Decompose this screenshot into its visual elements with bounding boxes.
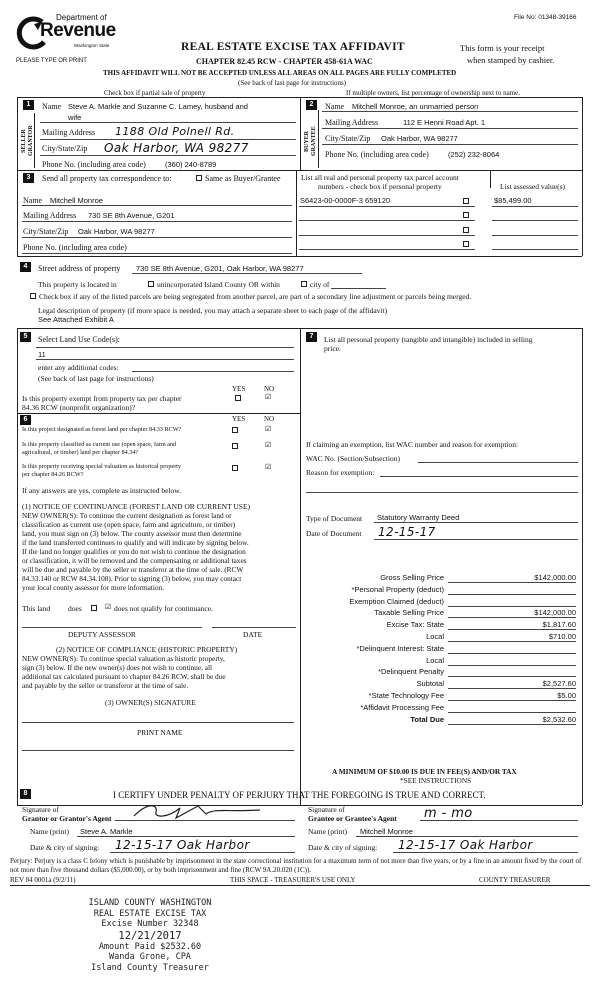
does-not-label: does not qualify for continuance.	[114, 604, 213, 613]
owner-signature-label: (3) OWNER(S) SIGNATURE	[105, 698, 196, 707]
tax-row	[300, 596, 582, 608]
section-2-number: 2	[306, 100, 317, 110]
tax-row-value[interactable]: $710.00	[448, 632, 576, 642]
located-in-label-2: unincorporated Island County OR within	[157, 280, 280, 289]
treasurer-stamp	[70, 898, 230, 973]
grantee-date-value[interactable]: 12-15-17 Oak Harbor	[398, 838, 533, 852]
grantor-sig-label-1: Signature of	[22, 805, 59, 814]
notice-1-line: your local county assessor for more information.	[22, 583, 165, 592]
tax-calculation-table	[300, 572, 582, 726]
tax-row-label: Local	[426, 655, 444, 665]
dept-line1: Department of	[56, 13, 107, 22]
tax-row	[300, 584, 582, 596]
grantee-print-value[interactable]: Mitchell Monroe	[360, 827, 413, 836]
dept-line3: Washington State	[74, 43, 110, 48]
seller-mailing-label: Mailing Address	[42, 128, 96, 137]
stamp-line-1: ISLAND COUNTY WASHINGTON	[88, 898, 212, 908]
personal-property-label-2: price.	[324, 344, 341, 353]
buyer-name-label: Name	[325, 102, 345, 111]
same-as-buyer-label: Same as Buyer/Grantee	[205, 174, 281, 183]
section-4-number: 4	[20, 262, 31, 272]
section-1-number: 1	[23, 100, 34, 110]
buyer-city-label: City/State/Zip	[325, 134, 371, 143]
tax-row-label: *State Technology Fee	[368, 691, 444, 700]
notice-2-body	[22, 654, 298, 690]
tax-row-value[interactable]	[448, 597, 576, 607]
tax-row	[300, 666, 582, 678]
seller-mailing-value[interactable]: 1188 Old Polnell Rd.	[115, 125, 235, 138]
corr-city-value[interactable]: Oak Harbor, WA 98277	[78, 227, 155, 236]
notice-2-title: (2) NOTICE OF COMPLIANCE (HISTORIC PROPERTY)	[56, 645, 238, 654]
tax-row	[300, 607, 582, 619]
tax-row-value[interactable]: $142,000.00	[448, 608, 576, 618]
assessed-value[interactable]: $85,499.00	[494, 196, 532, 205]
section-8-number: 8	[20, 789, 31, 799]
parcel-header-1: List all real and personal property tax parcel account	[301, 173, 459, 182]
perjury-notice: Perjury: Perjury is a class C felony which is punishable by imprisonment in the state correctional institution for a maximum term of not more than five years, or by a fine in an amount fixed by the court of not more than five thousand dollars ($5,000.00), or by both imprisonment and fine (RCW 9A.20.020 (1C)).	[10, 857, 582, 874]
grantor-print-label: Name (print)	[30, 827, 69, 836]
tax-row	[300, 655, 582, 667]
tax-row-value[interactable]: $142,000.00	[448, 573, 576, 583]
exemption-reason-label: Reason for exemption:	[306, 468, 375, 477]
stamp-line-3: Excise Number 32348	[101, 919, 199, 929]
tax-row-value[interactable]: $5.00	[448, 691, 576, 701]
seller-name-label: Name	[42, 102, 62, 111]
parcel-number-value[interactable]: S6423-00-0000F-3 659120	[300, 196, 391, 205]
tax-row-label: *Personal Property (deduct)	[351, 584, 444, 594]
stamp-line-2: REAL ESTATE EXCISE TAX	[93, 908, 207, 919]
deputy-date-label: DATE	[243, 630, 263, 639]
land-use-see-back: (See back of last page for instructions)	[38, 374, 154, 383]
corr-name-value[interactable]: Mitchell Monroe	[50, 196, 103, 205]
grantee-signature[interactable]: m - mo	[424, 806, 473, 821]
tax-row-value[interactable]	[448, 667, 576, 677]
historical-question-2: per chapter 84.26 RCW?	[22, 471, 84, 478]
corr-name-label: Name	[23, 196, 43, 205]
print-name-label: PRINT NAME	[137, 728, 183, 737]
form-subtitle: CHAPTER 82.45 RCW - CHAPTER 458-61A WAC	[196, 57, 373, 66]
section-7-number: 7	[306, 332, 317, 342]
parcel-checkbox-1[interactable]	[463, 198, 469, 204]
corr-phone-label: Phone No. (including area code)	[23, 243, 127, 252]
notice-1-line: If the land no longer qualifies or you do not wish to continue the designation	[22, 547, 246, 556]
grantee-print-label: Name (print)	[308, 827, 347, 836]
tax-row-value[interactable]	[448, 656, 576, 666]
forest-land-question: Is this project designated as forest land per chapter 84.33 RCW?	[22, 426, 182, 433]
form-title: REAL ESTATE EXCISE TAX AFFIDAVIT	[181, 41, 405, 53]
grantee-sig-label-2: Grantee or Grantee's Agent	[308, 814, 397, 823]
tax-row-label: Gross Selling Price	[380, 573, 444, 582]
tax-row-value[interactable]: $1,817.60	[448, 620, 576, 630]
seller-city-value[interactable]: Oak Harbor, WA 98277	[104, 141, 249, 155]
street-address-value[interactable]: 730 SE 8th Avenue, G201, Oak Harbor, WA 98277	[136, 264, 304, 273]
parcel-header-2: numbers - check box if personal property	[318, 182, 442, 191]
warning-banner: THIS AFFIDAVIT WILL NOT BE ACCEPTED UNLESS ALL AREAS ON ALL PAGES ARE FULLY COMPLETED	[103, 69, 457, 77]
no-header-2: NO	[264, 415, 275, 423]
section-3-number: 3	[23, 173, 34, 183]
department-of-revenue-logo	[16, 12, 126, 54]
buyer-name-value[interactable]: Mitchell Monroe, an unmarried person	[352, 102, 479, 111]
tax-row-label: *Affidavit Processing Fee	[360, 702, 444, 712]
tax-row	[300, 702, 582, 714]
tax-row-value[interactable]	[448, 585, 576, 595]
buyer-phone-label: Phone No. (including area code)	[325, 150, 429, 159]
section-5-number: 5	[20, 332, 31, 342]
city-of-label: city of	[310, 280, 330, 289]
county-treasurer-label: COUNTY TREASURER	[479, 876, 551, 884]
exempt-question-2: 84.36 RCW (nonprofit organization)?	[22, 403, 136, 412]
tax-row-value[interactable]	[448, 703, 576, 713]
wac-number-label: WAC No. (Section/Subsection)	[306, 454, 400, 463]
grantee-date-label: Date & city of signing:	[308, 843, 378, 852]
tax-row-label: Total Due	[410, 714, 444, 724]
notice-1-line: will be due and payable by the seller or transferor at the time of sale. (RCW	[22, 565, 244, 574]
dept-line2: Revenue	[40, 20, 116, 41]
tax-row-value[interactable]: $2,527.60	[448, 679, 576, 689]
document-date-value[interactable]: 12-15-17	[378, 525, 436, 539]
file-number: File No: 01348-39166	[514, 14, 577, 21]
partial-sale-label: Check box if partial sale of property	[104, 89, 206, 97]
grantor-sig-label-2: Grantor or Grantor's Agent	[22, 814, 112, 823]
land-use-value[interactable]: 11	[38, 350, 46, 359]
tax-row-label: *Delinquent Interest: State	[356, 643, 444, 653]
forest-no-checkbox[interactable]: ☑	[265, 425, 272, 433]
document-type-value[interactable]: Statutory Warranty Deed	[377, 513, 460, 522]
stamp-line-7: Island County Treasurer	[91, 962, 209, 973]
please-type-label: PLEASE TYPE OR PRINT	[16, 58, 87, 64]
grantor-date-value[interactable]: 12-15-17 Oak Harbor	[115, 838, 250, 852]
multiple-owners-label: If multiple owners, list percentage of ownership next to name.	[346, 89, 520, 97]
segregated-checkbox[interactable]	[30, 293, 36, 299]
exempt-yes-checkbox[interactable]	[235, 395, 241, 401]
notice-1-line: NEW OWNER(S): To continue the current designation as forest land or	[22, 511, 232, 520]
corr-mailing-value[interactable]: 730 SE 8th Avenue, G201	[88, 211, 175, 220]
tax-row-label: *Delinquent Penalty	[378, 667, 444, 677]
buyer-mailing-value[interactable]: 112 E Henni Road Apt. 1	[403, 118, 486, 127]
parcel-checkbox-4[interactable]	[463, 241, 469, 247]
seller-phone-value[interactable]: (360) 240-8789	[165, 160, 217, 169]
notice-2-line: and payable by the seller or transferor at the time of sale.	[22, 681, 189, 690]
send-correspondence-label: Send all property tax correspondence to:	[42, 174, 172, 183]
treasurer-use-label: THIS SPACE - TREASURER'S USE ONLY	[230, 876, 356, 884]
corr-mailing-label: Mailing Address	[23, 211, 77, 220]
seller-name-value-2[interactable]: wife	[68, 113, 82, 122]
same-as-buyer-checkbox[interactable]	[196, 175, 202, 181]
current-use-yes-checkbox[interactable]	[232, 443, 238, 449]
exemption-claim-label: If claiming an exemption, list WAC number and reason for exemption:	[306, 440, 519, 449]
tax-row	[300, 631, 582, 643]
buyer-phone-value[interactable]: (252) 232-8064	[448, 150, 500, 159]
tax-row-label: Subtotal	[416, 679, 444, 689]
tax-row-label: Exemption Claimed (deduct)	[349, 596, 444, 606]
parcel-checkbox-2[interactable]	[463, 212, 469, 218]
notice-1-line: or classification, it will be removed and the compensating or additional taxes	[22, 556, 247, 565]
notice-1-body	[22, 511, 298, 592]
seller-city-label: City/State/Zip	[42, 144, 88, 153]
land-use-label: Select Land Use Code(s):	[38, 335, 120, 344]
see-back-note: (See back of last page for instructions)	[238, 79, 347, 87]
this-land-label: This land	[22, 604, 51, 613]
notice-1-line: 84.33.140 or RCW 84.34.108). Prior to signing (3) below, you may contact	[22, 574, 242, 583]
receipt-note-2: when stamped by cashier.	[467, 55, 555, 65]
certify-statement: I CERTIFY UNDER PENALTY OF PERJURY THAT THE FOREGOING IS TRUE AND CORRECT.	[113, 790, 486, 800]
current-use-question-1: Is this property classified as current use (open space, farm and	[22, 441, 177, 448]
notice-2-line: additional tax calculated pursuant to chapter 84.26 RCW, shall be due	[22, 672, 226, 681]
historical-question-1: Is this property receiving special valuation as historical property	[22, 463, 182, 470]
minimum-fee-notice: A MINIMUM OF $10.00 IS DUE IN FEE(S) AND/OR TAX	[332, 767, 517, 776]
historical-yes-checkbox[interactable]	[232, 465, 238, 471]
tax-row	[300, 690, 582, 702]
city-of-checkbox[interactable]	[301, 281, 307, 287]
notice-2-line: sign (3) below. If the new owner(s) does not wish to continue, all	[22, 663, 213, 672]
segregated-label: Check box if any of the listed parcels are being segregated from another parcel, are part of a secondary line adjustment or parcels being merged.	[39, 292, 472, 301]
buyer-city-value[interactable]: Oak Harbor, WA 98277	[381, 134, 458, 143]
unincorporated-checkbox[interactable]	[148, 281, 154, 287]
no-header-1: NO	[264, 385, 275, 393]
does-not-qualify-checkbox[interactable]: ☑	[105, 603, 112, 611]
stamp-line-6: Wanda Grone, CPA	[109, 952, 191, 962]
tax-row-label: Local	[426, 632, 444, 641]
form-revision: REV 84 0001a (9/2/11)	[10, 876, 76, 884]
grantee-sig-label-1: Signature of	[308, 805, 345, 814]
tax-row	[300, 714, 582, 726]
notice-1-line: land, you must sign on (3) below. The county assessor must then determine	[22, 529, 242, 538]
grantor-date-label: Date & city of signing:	[30, 843, 100, 852]
notice-1-line: classification as current use (open space, farm and agriculture, or timber)	[22, 520, 236, 529]
current-use-no-checkbox[interactable]: ☑	[265, 441, 272, 449]
stamp-line-5: Amount Paid $2532.60	[98, 941, 202, 952]
assessed-header: List assessed value(s)	[500, 182, 565, 191]
located-in-label: This property is located in	[38, 280, 117, 289]
additional-codes-label: enter any additional codes:	[38, 363, 119, 372]
receipt-note-1: This form is your receipt	[460, 43, 545, 53]
street-address-label: Street address of property	[38, 264, 121, 273]
grantor-print-value[interactable]: Steve A. Markle	[80, 827, 133, 836]
section-6-number: 6	[20, 415, 31, 425]
document-type-label: Type of Document	[306, 514, 363, 523]
document-date-label: Date of Document	[306, 529, 362, 538]
tax-row	[300, 619, 582, 631]
tax-row	[300, 643, 582, 655]
seller-phone-label: Phone No. (including area code)	[42, 160, 146, 169]
tax-row-value[interactable]	[448, 644, 576, 654]
does-label: does	[68, 604, 82, 613]
tax-row-value[interactable]: $2,532.60	[448, 715, 576, 725]
notice-1-title: (1) NOTICE OF CONTINUANCE (FOREST LAND OR CURRENT USE)	[22, 502, 251, 511]
tax-row-label: Excise Tax: State	[386, 620, 444, 630]
grantor-signature[interactable]	[128, 798, 268, 822]
legal-description-value[interactable]: See Attached Exhibit A	[38, 315, 114, 324]
buyer-grantee-label: BUYER GRANTEE	[304, 126, 317, 156]
yes-header-1: YES	[232, 385, 246, 393]
seller-grantor-label: SELLER GRANTOR	[21, 125, 34, 157]
notice-1-line: if the land transferred continues to qualify and will indicate by signing below.	[22, 538, 249, 547]
exempt-question-1: Is this property exempt from property tax per chapter	[22, 394, 182, 403]
historical-no-checkbox[interactable]: ☑	[265, 463, 272, 471]
parcel-checkbox-3[interactable]	[463, 227, 469, 233]
stamp-line-4: 12/21/2017	[118, 929, 182, 942]
see-instructions-label: *SEE INSTRUCTIONS	[400, 776, 472, 785]
buyer-mailing-label: Mailing Address	[325, 118, 379, 127]
forest-yes-checkbox[interactable]	[232, 427, 238, 433]
if-yes-instruction: If any answers are yes, complete as instructed below.	[22, 486, 182, 495]
corr-city-label: City/State/Zip	[23, 227, 69, 236]
seller-name-value[interactable]: Steve A. Markle and Suzanne C. Lamey, husband and	[68, 102, 248, 111]
legal-description-label: Legal description of property (if more space is needed, you may attach a separate sheet to each page of the affidavit)	[38, 306, 388, 315]
tax-row-label: Taxable Selling Price	[374, 608, 444, 618]
current-use-question-2: agricultural, or timber) land per chapter 84.34?	[22, 449, 139, 456]
tax-row	[300, 678, 582, 690]
notice-2-line: NEW OWNER(S): To continue special valuation as historic property,	[22, 654, 225, 663]
tax-row	[300, 572, 582, 584]
does-qualify-checkbox[interactable]	[91, 605, 97, 611]
deputy-assessor-label: DEPUTY ASSESSOR	[68, 630, 136, 639]
personal-property-label: List all personal property (tangible and intangible) included in selling	[324, 335, 533, 344]
yes-header-2: YES	[232, 415, 246, 423]
exempt-no-checkbox[interactable]: ☑	[265, 393, 272, 401]
